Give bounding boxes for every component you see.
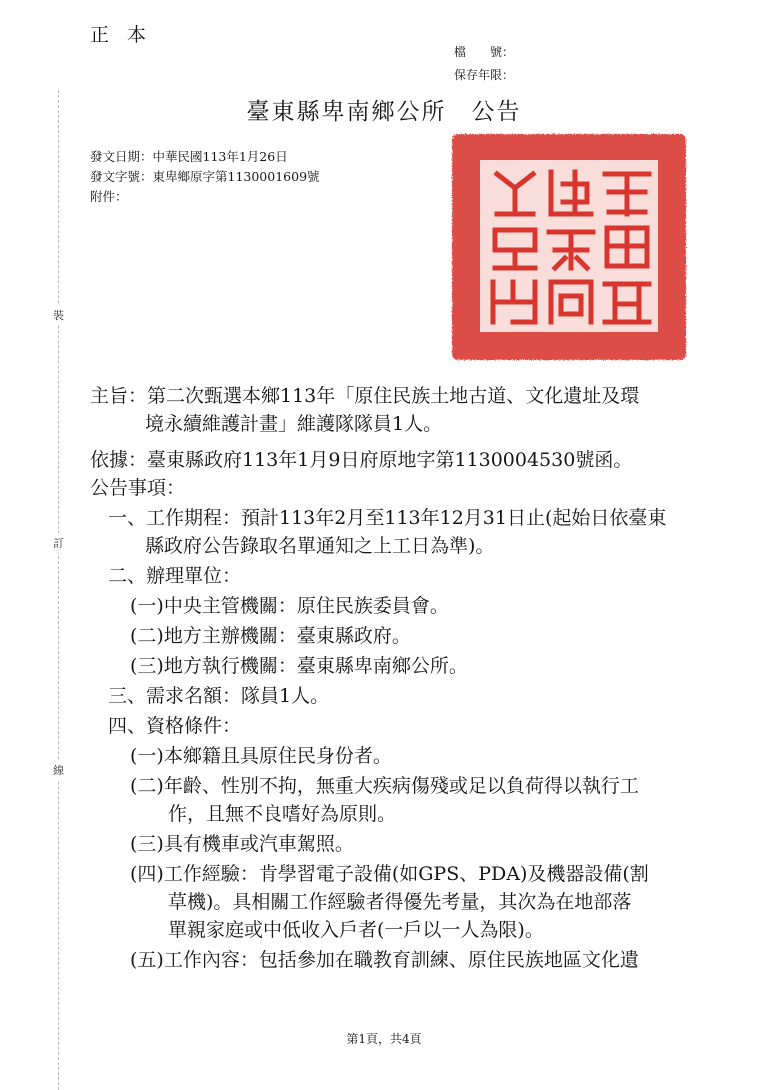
list-item: (三)具有機車或汽車駕照。 [130,833,354,855]
list-item: (二)地方主辦機關：臺東縣政府。 [130,625,411,647]
list-item: 三、需求名額：隊員1人。 [108,685,330,707]
section-heading: 公告事項： [90,477,186,499]
attachment-label: 附件： [90,189,128,204]
list-item: (五)工作內容：包括參加在職教育訓練、原住民族地區文化遺 [130,949,639,971]
list-item: (二)年齡、性別不拘，無重大疾病傷殘或足以負荷得以執行工 [130,775,639,797]
binding-line [58,90,59,1090]
subject-line: 境永續維護計畫」維護隊隊員1人。 [145,413,443,435]
list-item: 草機)。具相關工作經驗者得優先考量，其次為在地部落 [168,891,632,913]
binding-mark: 訂 [53,533,64,553]
page-footer: 第1頁，共4頁 [346,1032,422,1046]
list-item: (一)本鄉籍且具原住民身份者。 [130,745,392,767]
subject-line: 主旨：第二次甄選本鄉113年「原住民族土地古道、文化遺址及環 [90,385,640,407]
binding-mark: 線 [53,760,64,780]
list-item: 單親家庭或中低收入戶者(一戶以一人為限)。 [168,919,544,941]
basis-line: 依據：臺東縣政府113年1月9日府原地字第1130004530號函。 [90,449,633,471]
binding-mark: 裝 [53,305,64,325]
list-item: 一、工作期程：預計113年2月至113年12月31日止(起始日依臺東 [108,507,667,529]
list-item: 縣政府公告錄取名單通知之上工日為準)。 [145,535,495,557]
retention-period-label: 保存年限： [454,68,515,82]
issue-date: 發文日期：中華民國113年1月26日 [90,149,288,164]
list-item: (三)地方執行機關：臺東縣卑南鄉公所。 [130,655,468,677]
list-item: 二、辦理單位： [108,565,242,587]
document-title: 臺東縣卑南鄉公所 公告 [246,99,522,125]
list-item: (一)中央主管機關：原住民族委員會。 [130,595,449,617]
copy-mark: 正本 [90,24,165,46]
list-item: (四)工作經驗：肯學習電子設備(如GPS、PDA)及機器設備(割 [130,863,649,885]
list-item: 作，且無不良嗜好為原則。 [168,803,397,825]
official-seal [450,132,688,362]
file-number-label: 檔 號： [454,45,515,59]
list-item: 四、資格條件： [108,715,242,737]
issue-number: 發文字號：東卑鄉原字第1130001609號 [90,169,320,184]
